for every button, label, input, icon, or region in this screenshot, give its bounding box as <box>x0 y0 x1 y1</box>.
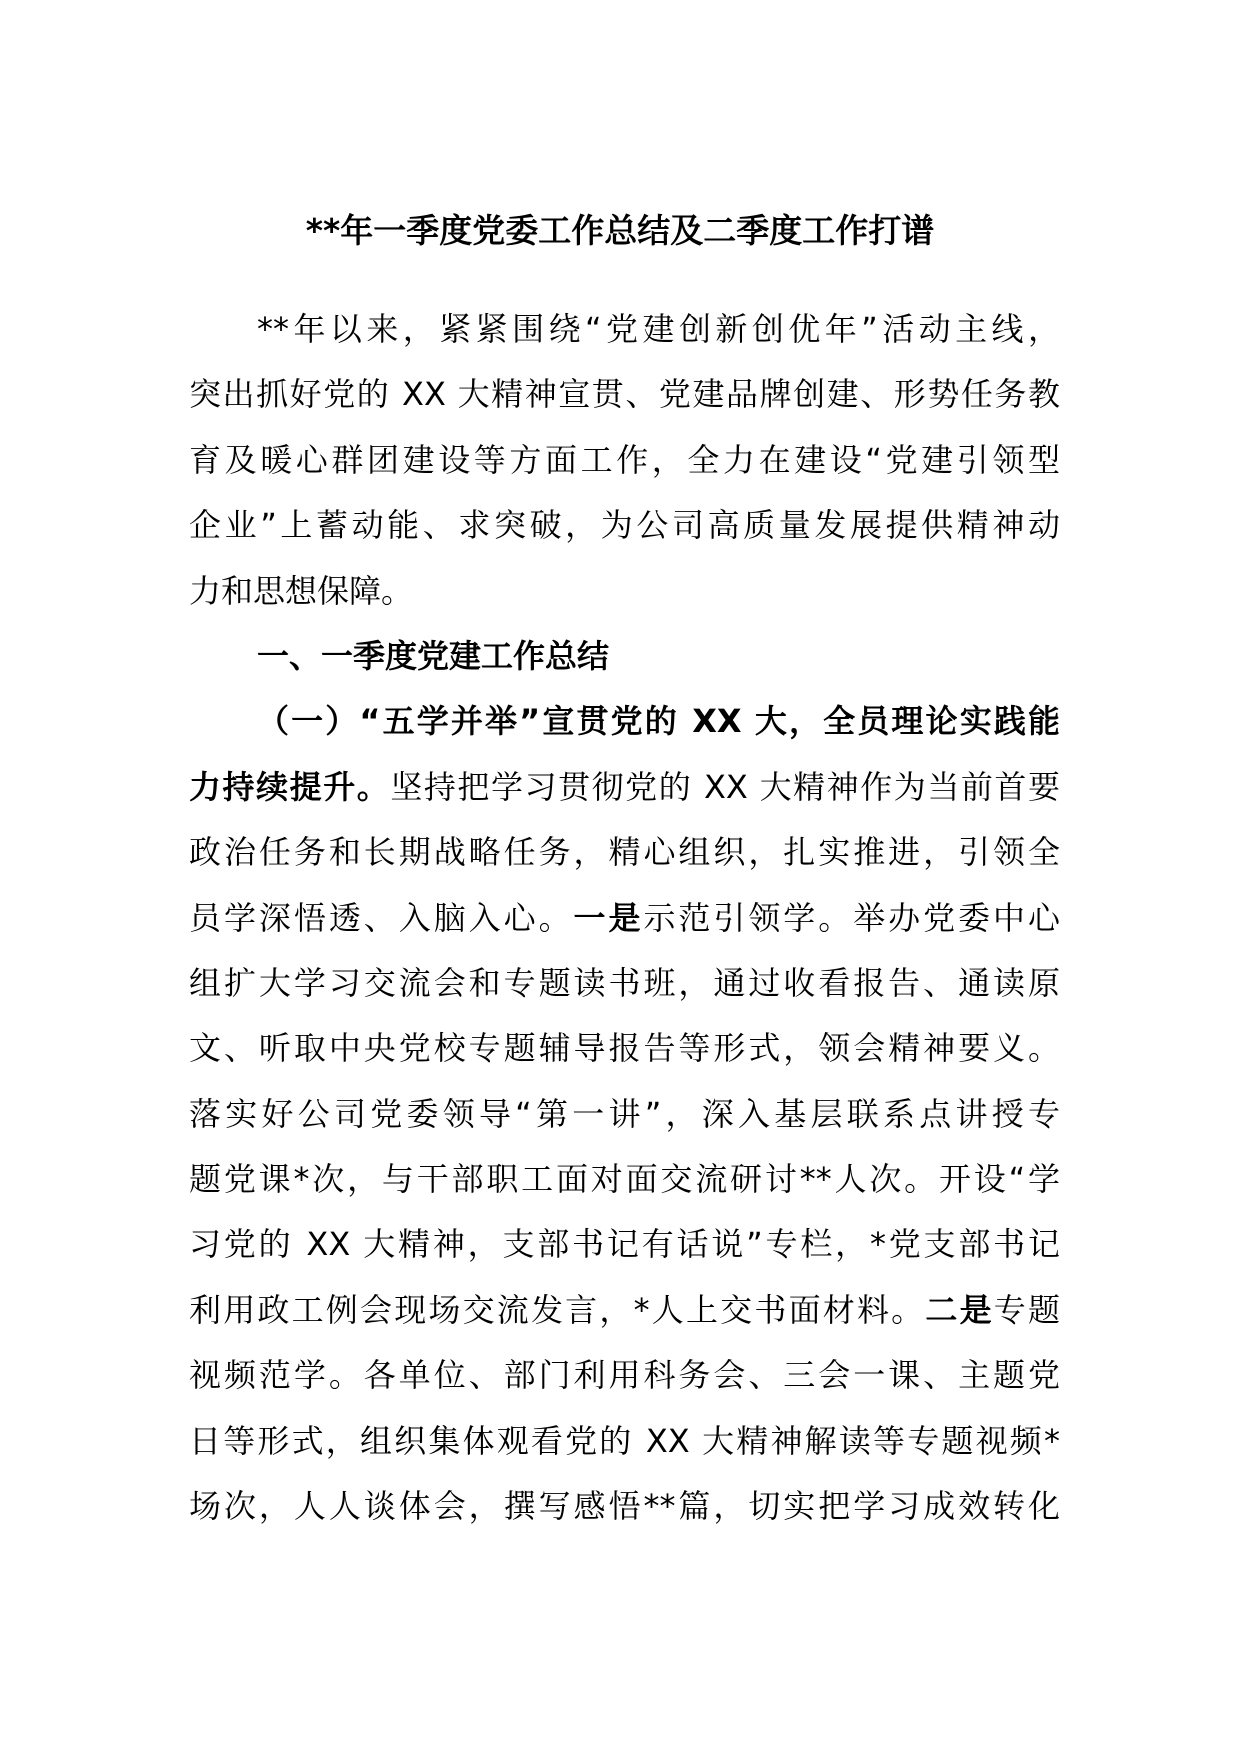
text-segment: 企业”上蓄动能、求突破，为公司高质量发展提供精神动 <box>189 506 1060 545</box>
text-segment: 利用政工例会现场交流发言，*人上交书面材料。 <box>189 1290 926 1329</box>
text-line <box>189 624 1060 689</box>
bold-text: 一、一季度党建工作总结 <box>257 636 610 675</box>
text-segment: 场次，人人谈体会，撰写感悟**篇，切实把学习成效转化 <box>189 1487 1060 1526</box>
text-line <box>189 1082 1060 1147</box>
text-segment: 突出抓好党的 XX 大精神宣贯、党建品牌创建、形势任务教 <box>189 375 1060 414</box>
text-segment: 题党课*次，与干部职工面对面交流研讨**人次。开设“学 <box>189 1160 1060 1199</box>
bold-text: 二是 <box>925 1290 994 1329</box>
text-line <box>189 297 1060 362</box>
text-line <box>189 1147 1060 1212</box>
text-line <box>189 755 1060 820</box>
text-segment: 坚持把学习贯彻党的 XX 大精神作为当前首要 <box>390 767 1060 806</box>
text-line <box>189 1474 1060 1539</box>
text-segment: 视频范学。各单位、部门利用科务会、三会一课、主题党 <box>189 1356 1060 1395</box>
text-segment: 员学深悟透、入脑入心。 <box>189 898 574 937</box>
text-segment: 日等形式，组织集体观看党的 XX 大精神解读等专题视频* <box>189 1421 1060 1460</box>
bold-text: 一是 <box>573 898 644 937</box>
bold-text: （一）“五学并举”宣贯党的 XX 大，全员理论实践能 <box>257 702 1060 741</box>
document-body <box>189 297 1060 1539</box>
text-segment: 政治任务和长期战略任务，精心组织，扎实推进，引领全 <box>189 833 1060 872</box>
text-line <box>189 820 1060 885</box>
text-line <box>189 559 1060 624</box>
text-segment: 组扩大学习交流会和专题读书班，通过收看报告、通读原 <box>189 963 1060 1002</box>
document-title: **年一季度党委工作总结及二季度工作打谱 <box>305 211 935 250</box>
text-line <box>189 362 1060 427</box>
text-line <box>189 1409 1060 1474</box>
text-line <box>189 1278 1060 1343</box>
text-segment: **年以来，紧紧围绕“党建创新创优年”活动主线， <box>257 310 1060 348</box>
text-line <box>189 1212 1060 1277</box>
text-line <box>189 886 1060 951</box>
text-segment: 落实好公司党委领导“第一讲”，深入基层联系点讲授专 <box>189 1094 1060 1133</box>
text-line <box>189 493 1060 558</box>
text-line <box>189 689 1060 754</box>
text-line <box>189 951 1060 1016</box>
text-segment: 文、听取中央党校专题辅导报告等形式，领会精神要义。 <box>189 1029 1060 1068</box>
bold-text: 力持续提升。 <box>189 767 391 806</box>
text-segment: 专题 <box>993 1290 1060 1329</box>
text-line <box>189 1016 1060 1081</box>
text-line <box>189 1343 1060 1408</box>
text-segment: 习党的 XX 大精神，支部书记有话说”专栏，*党支部书记 <box>189 1225 1060 1264</box>
text-segment: 育及暖心群团建设等方面工作，全力在建设“党建引领型 <box>189 440 1060 479</box>
text-segment: 示范引领学。举办党委中心 <box>643 898 1060 937</box>
text-line <box>189 428 1060 493</box>
text-segment: 力和思想保障。 <box>189 571 414 610</box>
